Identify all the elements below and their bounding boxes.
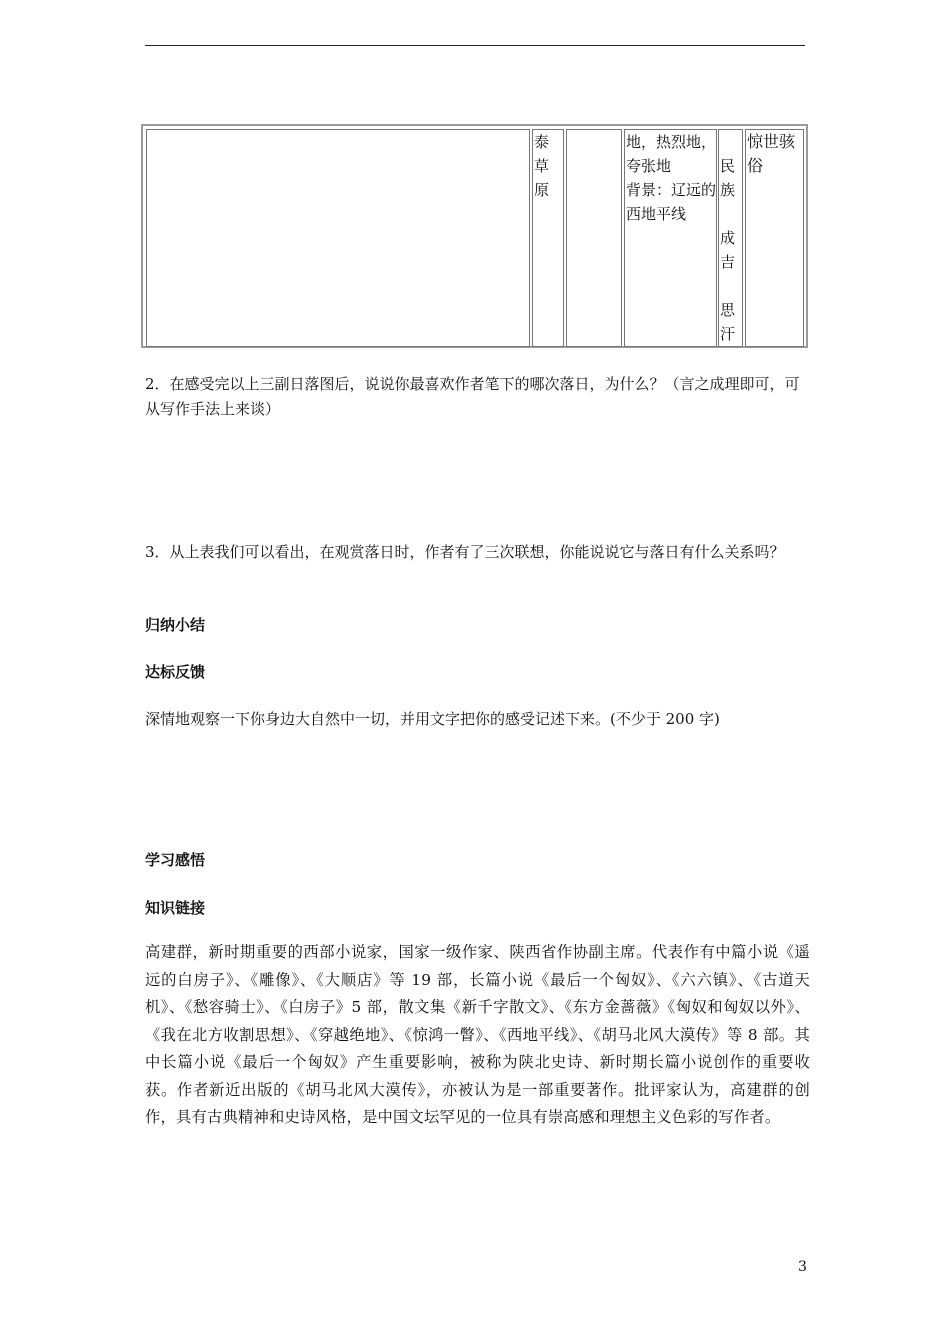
feedback-heading: 达标反馈: [145, 663, 206, 681]
eval-line: 俗: [747, 156, 764, 175]
table-cell-empty: [146, 129, 530, 347]
person-char: 思: [720, 301, 736, 319]
person-char: 汗: [720, 325, 736, 343]
knowledge-heading: 知识链接: [145, 899, 206, 917]
knowledge-text: 高建群，新时期重要的西部小说家，国家一级作家、陕西省作协副主席。代表作有中篇小说《遥远的白房子》、《雕像》、《大顺店》等 19 部，长篇小说《最后一个匈奴》、《六六镇》、《古道天机》、《愁容骑士》、《白房子》5 部，散文集《新千字散文》、《东方金蔷薇》《匈奴和匈奴以外》、《我在北方收割思想》、《穿越绝地》、《惊鸿一瞥》、《西地平线》、《胡马北风大漠传》等 8 部。其中长篇小说《最后一个匈奴》产生重要影响，被称为陕北史诗、新时期长篇小说创作的重要收获。作者新近出版的《胡马北风大漠传》，亦被认为是一部重要著作。批评家认为，高建群的创作，具有古典精神和史诗风格，是中国文坛罕见的一位具有崇高感和理想主义色彩的写作者。: [145, 943, 810, 1126]
person-char: 族: [720, 181, 736, 199]
table-cell-place: [532, 129, 564, 347]
question-2: 2．在感受完以上三副日落图后，说说你最喜欢作者笔下的哪次落日，为什么？（言之成理即可，可从写作手法上来谈）: [145, 375, 800, 418]
table-cell-evaluation: [745, 129, 804, 347]
table-cell-description: [624, 129, 717, 347]
header-rule: [145, 45, 805, 46]
eval-line: 惊世骇: [747, 132, 796, 151]
feedback-task: 深情地观察一下你身边大自然中一切，并用文字把你的感受记述下来。(不少于 200 字): [145, 710, 720, 728]
summary-heading: 归纳小结: [145, 616, 206, 634]
place-text: 泰草原: [534, 133, 550, 199]
question-3: 3．从上表我们可以看出，在观赏落日时，作者有了三次联想，你能说说它与落日有什么关系吗？: [145, 543, 785, 561]
table-cell-blank: [566, 129, 622, 347]
person-char: 吉: [720, 253, 736, 271]
reflection-heading: 学习感悟: [145, 851, 206, 869]
person-char: 民: [720, 157, 736, 175]
sunset-table: [141, 124, 808, 348]
person-char: 成: [720, 229, 736, 247]
desc-line: 背景：辽远的: [626, 181, 717, 199]
desc-line: 地，热烈地，: [626, 133, 717, 151]
desc-line: 夸张地: [626, 157, 672, 175]
page-number: 3: [798, 1259, 807, 1275]
table-cell-person: [718, 129, 743, 347]
desc-line: 西地平线: [626, 205, 687, 223]
